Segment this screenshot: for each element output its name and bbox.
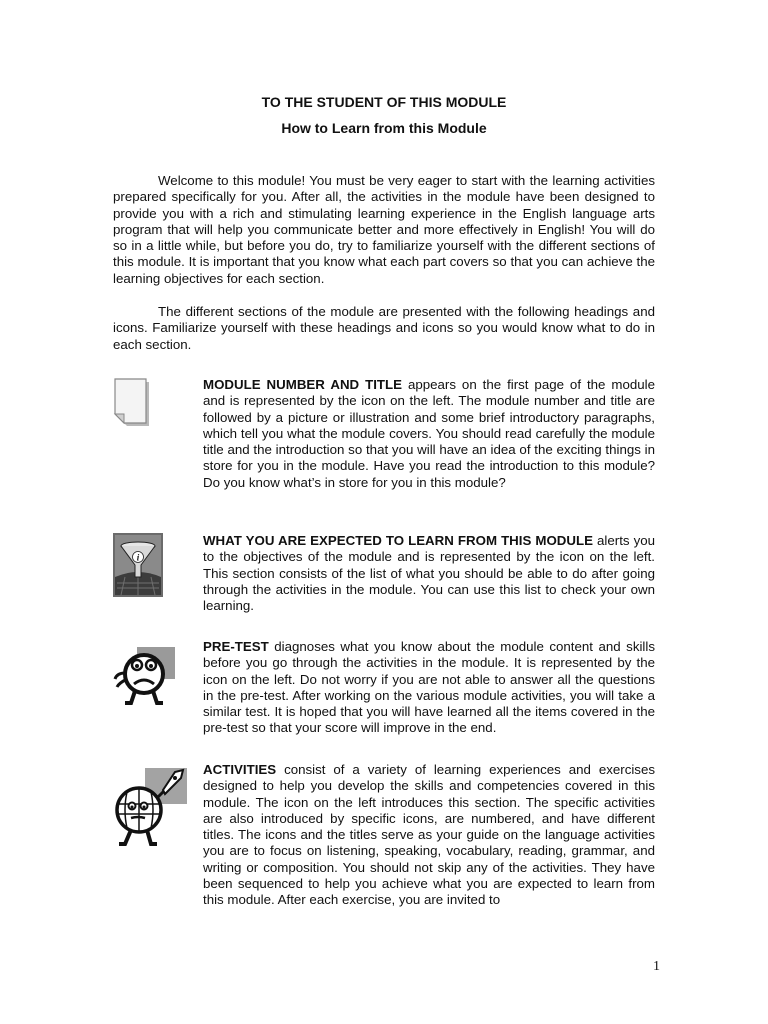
section-heading: WHAT YOU ARE EXPECTED TO LEARN FROM THIS MODULE [203,533,593,548]
section-text: alerts you to the objectives of the module and is represented by the icon on the left. This section consists of the list of what you should be able to do after going through the activities in the module. You can use this list to check your own learning. [203,533,656,614]
funnel-info-icon [113,533,163,597]
section-heading: MODULE NUMBER AND TITLE [203,377,403,392]
intro-paragraph-1: Welcome to this module! You must be very eager to start with the learning activities prepared specifically for you. After all, the activities in the module have been designed to provide you with a rich and stimulating learning experience in the English language arts program that will help you communicate better and more effectively in English! You will do so in a little while, but before you do, try to familiarize yourself with the different sections of this module. It is important that you know what each part covers so that you can achieve the learning objectives for each section. [113,173,655,286]
intro-paragraph-2: The different sections of the module are presented with the following headings and icons. Familiarize yourself with these headings and icons so you would know what to do in each section. [113,304,655,352]
page-number: 1 [653,959,660,974]
worried-face-icon [111,643,177,709]
page-title: TO THE STUDENT OF THIS MODULE [261,94,507,110]
section-activities [203,762,655,909]
svg-text:i: i [136,552,140,563]
globe-rocket-icon [111,764,191,852]
section-text: appears on the first page of the module and is represented by the icon on the left. The module number and title are followed by a picture or illustration and some brief introductory paragraphs, which tell you what the module covers. You should read carefully the module title and the introduction so that you will have an idea of the exciting things in store for you in the module. Have you read the introduction to this module? Do you know what’s in store for you in this module? [203,377,655,490]
section-module-number-title [203,377,655,491]
page-icon [113,378,151,428]
section-text: consist of a variety of learning experiences and exercises designed to help you develop the skills and competencies covered in this module. The icon on the left introduces this section. The specific activities are also introduced by specific icons, are numbered, and have different titles. The icons and the titles serve as your guide on the language activities you are to focus on listening, speaking, vocabulary, reading, grammar, and writing or composition. You should not skip any of the activities. They have been sequenced to help you achieve what you are expected to learn from this module. After each exercise, you are invited to [203,762,655,908]
section-heading: PRE-TEST [203,639,269,654]
section-pre-test [203,639,655,737]
section-expected-learning [203,533,655,614]
section-text: diagnoses what you know about the module content and skills before you go through the activities in the module. It is represented by the icon on the left. Do not worry if you are not able to answer all the questions in the pre-test. After working on the various module activities, you will take a similar test. It is hoped that you will have learned all the items covered in the pre-test so that your score will improve in the end. [203,639,655,736]
section-heading: ACTIVITIES [203,762,277,777]
page-subtitle: How to Learn from this Module [281,120,487,136]
